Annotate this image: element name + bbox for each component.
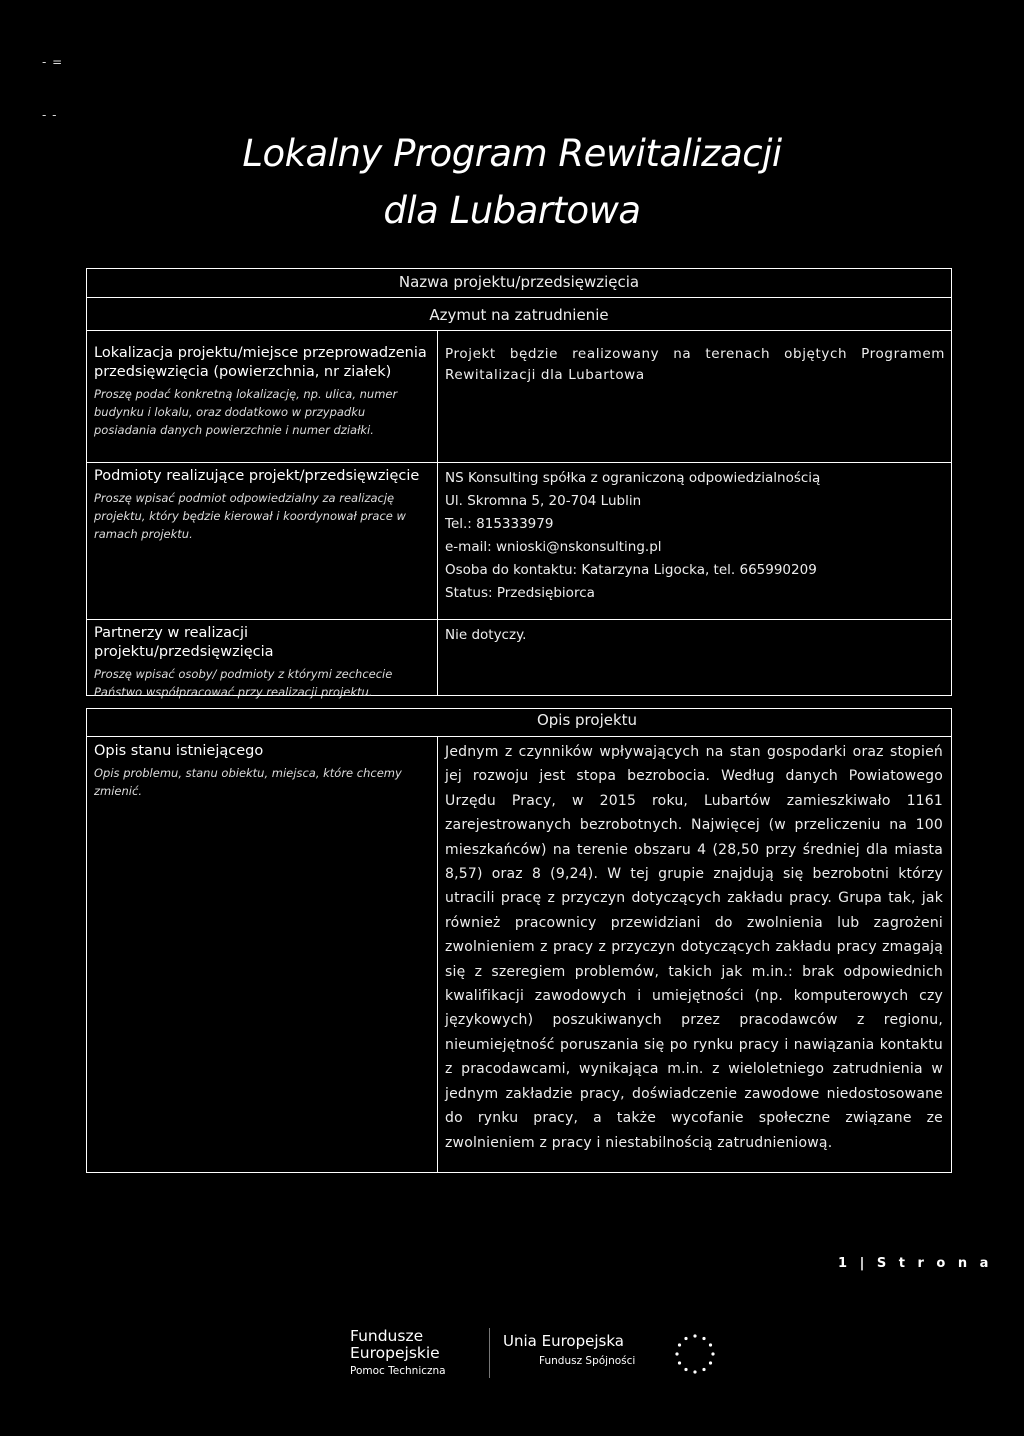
page-number: 1 | S t r o n a <box>838 1256 993 1271</box>
state-cell-left <box>94 742 429 800</box>
logo-fe-line3: Pomoc Techniczna <box>350 1365 446 1377</box>
unia-europejska-logo <box>503 1332 635 1368</box>
location-hint: Proszę podać konkretną lokalizację, np. ulica, numer budynku i lokalu, oraz dodatkowo w przypadku posiadania danych powierzchnie i numer działki. <box>94 387 398 437</box>
entity-line: Status: Przedsiębiorca <box>445 585 595 601</box>
entities-hint: Proszę wpisać podmiot odpowiedzialny za realizację projektu, który będzie kierował i koordynował prace w ramach projektu. <box>94 491 406 541</box>
table-divider <box>86 736 952 737</box>
logo-ue-line1: Unia Europejska <box>503 1332 624 1350</box>
partners-cell-left <box>94 624 429 701</box>
state-label: Opis stanu istniejącego <box>94 743 264 759</box>
partners-value: Nie dotyczy. <box>445 627 527 643</box>
table-divider <box>86 462 952 463</box>
fundusze-europejskie-logo <box>350 1328 446 1378</box>
eu-flag-stars-icon <box>670 1330 720 1380</box>
state-description: Jednym z czynników wpływających na stan gospodarki oraz stopień jej rozwoju jest stopa bezrobocia. Według danych Powiatowego Urzędu Pracy, w 2015 roku, Lubartów zamieszkiwało 1161 zarejestrowanych bezrobotnych. Najwięcej (w przeliczeniu na 100 mieszkańców) na terenie obszaru 4 (28,50 przy średniej dla miasta 8,57) oraz 8 (9,24). W tej grupie znajdują się bezrobotni którzy utracili pracę z przyczyn dotyczących zakładu pracy. Grupa tak, jak również pracownicy przewidziani do zwolnienia lub zagrożeni zwolnieniem z pracy z przyczyn dotyczących zakładu pracy zmagają się z szeregiem problemów, takich jak m.in.: brak odpowiednich kwalifikacji zawodowych i umiejętności (np. komputerowych czy językowych) poszukiwanych przez pracodawców z regionu, nieumiejętność poruszania się po rynku pracy i nawiązania kontaktu z pracodawcami, wynikająca m.in. z wieloletniego zatrudnienia w jednym zakładzie pracy, doświadczenie zawodowe niedostosowane do rynku pracy, a także wycofanie społeczne związane ze zwolnieniem z pracy i niestabilnością zatrudnieniową. <box>445 744 943 1151</box>
location-value: Projekt będzie realizowany na terenach objętych Programem Rewitalizacji dla Lubartowa <box>445 346 945 383</box>
entities-value <box>445 467 945 605</box>
column-divider <box>437 736 438 1173</box>
entities-cell-left <box>94 467 429 543</box>
scan-mark-bottom: - - <box>42 108 58 122</box>
logo-separator <box>489 1328 490 1378</box>
table-divider <box>86 330 952 331</box>
location-label: Lokalizacja projektu/miejsce przeprowadzenia przedsięwzięcia (powierzchnia, nr ziałek) <box>94 345 427 380</box>
project-name: Azymut na zatrudnienie <box>429 306 609 324</box>
entities-label: Podmioty realizujące projekt/przedsięwzięcie <box>94 468 420 484</box>
entity-line: NS Konsulting spółka z ograniczoną odpowiedzialnością <box>445 470 821 486</box>
table-divider <box>86 297 952 298</box>
table-divider <box>86 619 952 620</box>
entity-line: Tel.: 815333979 <box>445 516 554 532</box>
title-line-1: Lokalny Program Rewitalizacji <box>242 132 782 175</box>
logo-ue-line2: Fundusz Spójności <box>539 1355 636 1367</box>
partners-hint: Proszę wpisać osoby/ podmioty z którymi zechcecie Państwo współpracować przy realizacji projektu. <box>94 667 393 699</box>
column-divider <box>437 330 438 696</box>
location-cell-left <box>94 344 429 439</box>
logo-fe-line2: Europejskie <box>350 1344 440 1362</box>
table-header: Nazwa projektu/przedsięwzięcia <box>398 273 640 291</box>
entity-line: e-mail: wnioski@nskonsulting.pl <box>445 539 662 555</box>
partners-label: Partnerzy w realizacji projektu/przedsięwzięcia <box>94 625 274 660</box>
description-header: Opis projektu <box>536 711 638 729</box>
logo-fe-line1: Fundusze <box>350 1327 424 1345</box>
title-line-2: dla Lubartowa <box>383 189 641 232</box>
document-title <box>0 128 1024 237</box>
entity-line: Osoba do kontaktu: Katarzyna Ligocka, tel. 665990209 <box>445 562 817 578</box>
state-hint: Opis problemu, stanu obiektu, miejsca, które chcemy zmienić. <box>94 766 402 798</box>
entity-line: Ul. Skromna 5, 20-704 Lublin <box>445 493 642 509</box>
scan-mark-top: - = <box>42 55 64 69</box>
